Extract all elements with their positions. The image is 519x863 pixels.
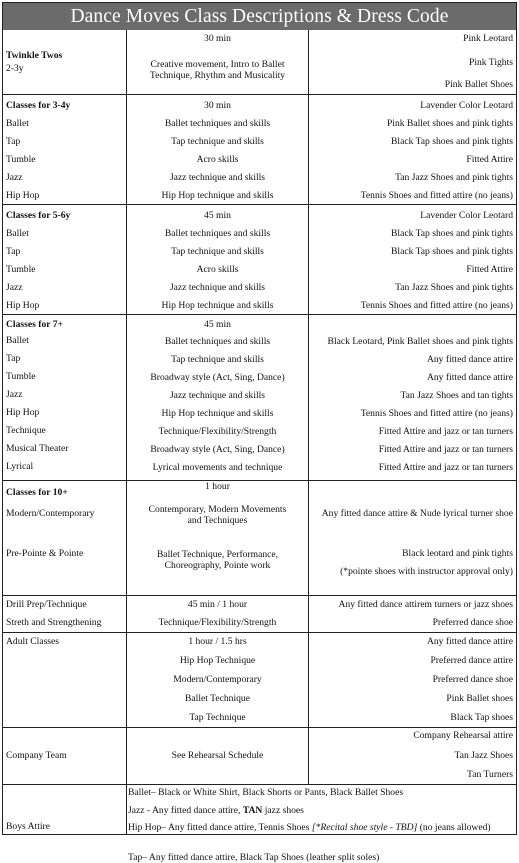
class-description: Hip Hop technique and skills <box>161 190 274 201</box>
class-name: Pre-Pointe & Pointe <box>6 548 84 559</box>
section-heading: Classes for 5-6y <box>6 210 71 221</box>
class-description: Acro skills <box>196 264 239 275</box>
class-description: Jazz technique and skills <box>169 390 266 401</box>
column-divider <box>308 205 309 314</box>
class-name: Hip Hop <box>6 407 40 418</box>
section-heading: Company Team <box>6 750 67 761</box>
class-description: Lyrical movements and technique <box>152 462 283 473</box>
boys-jazz-text: Jazz - Any fitted dance attire, <box>128 805 243 816</box>
attire-text: Black Tap shoes <box>450 712 513 723</box>
class-name: Tap <box>6 353 21 364</box>
column-divider <box>308 315 309 480</box>
class-description: Tap technique and skills <box>171 136 264 147</box>
attire-text: Pink Ballet shoes <box>446 693 513 704</box>
section-heading: Twinkle Twos <box>6 50 63 61</box>
attire-text: Company Rehearsal attire <box>413 730 513 741</box>
class-name: Hip Hop <box>6 190 40 201</box>
column-divider <box>126 95 127 204</box>
column-divider <box>308 95 309 204</box>
attire-note: (*pointe shoes with instructor approval only) <box>340 566 513 577</box>
attire-text: Pink Leotard <box>463 33 513 44</box>
attire-text: Tan Jazz Shoes and pink tights <box>395 172 513 183</box>
column-divider <box>308 728 309 784</box>
attire-text: Any fitted dance attirem turners or jazz shoes <box>338 599 513 610</box>
section-heading: Classes for 3-4y <box>6 100 71 111</box>
class-description: Broadway style (Act, Sing, Dance) <box>150 444 285 455</box>
class-description: Creative movement, Intro to Ballet Technique, Rhythm and Musicality <box>149 59 286 81</box>
age-range: 2-3y <box>6 63 24 74</box>
section-classes-5-6 <box>3 204 516 314</box>
class-description: Hip Hop technique and skills <box>161 408 274 419</box>
boys-hiphop-text-end: (no jeans allowed) <box>417 822 491 833</box>
attire-text: Any fitted dance attire <box>426 372 513 383</box>
class-description: Tap technique and skills <box>171 354 264 365</box>
class-description: Tap technique and skills <box>171 246 264 257</box>
boys-hiphop-attire <box>128 822 513 833</box>
attire-text: Pink Tights <box>468 57 513 68</box>
section-classes-10-plus <box>3 480 516 595</box>
class-name: Hip Hop <box>6 300 40 311</box>
class-description: See Rehearsal Schedule <box>171 750 264 761</box>
attire-text: Lavender Color Leotard <box>420 100 513 111</box>
attire-text: Fitted Attire <box>466 154 513 165</box>
class-name: Ballet <box>6 118 29 129</box>
column-divider <box>308 30 309 94</box>
section-adult-classes <box>3 632 516 727</box>
attire-text: Any fitted dance attire <box>426 354 513 365</box>
attire-text: Preferred dance shoe <box>432 674 513 685</box>
page-title: Dance Moves Class Descriptions & Dress Code <box>3 3 516 30</box>
attire-text: Black Tap shoes and pink tights <box>391 136 513 147</box>
class-name: Tap <box>6 136 21 147</box>
class-descriptions-page <box>2 2 517 863</box>
attire-text: Tan Jazz Shoes and pink tights <box>395 282 513 293</box>
class-name: Tumble <box>6 371 36 382</box>
section-drill-stretch <box>3 595 516 632</box>
class-description: Technique/Flexibility/Strength <box>158 617 277 628</box>
boys-jazz-text-end: jazz shoes <box>262 805 304 816</box>
class-description: Jazz technique and skills <box>169 282 266 293</box>
attire-text: Pink Ballet Shoes <box>444 79 513 90</box>
class-duration: 30 min <box>204 100 231 111</box>
class-name: Musical Theater <box>6 443 69 454</box>
class-name: Drill Prep/Technique <box>6 599 87 610</box>
boys-jazz-emphasis: TAN <box>242 805 263 816</box>
attire-text: Tan Turners <box>467 769 513 780</box>
attire-text: Tan Jazz Shoes <box>454 750 513 761</box>
class-name: Tumble <box>6 154 36 165</box>
class-description: 45 min / 1 hour <box>187 599 248 610</box>
class-duration: 30 min <box>204 33 231 44</box>
class-description: Ballet techniques and skills <box>164 228 271 239</box>
section-company-team <box>3 727 516 784</box>
class-name: Tumble <box>6 264 36 275</box>
column-divider <box>126 785 127 834</box>
class-name: Ballet <box>6 335 29 346</box>
section-classes-7-plus <box>3 314 516 480</box>
class-description: Contemporary, Modern Movements and Techniques <box>148 504 287 526</box>
attire-text: Fitted Attire and jazz or tan turners <box>378 462 513 473</box>
class-name: Ballet <box>6 228 29 239</box>
class-description: Technique/Flexibility/Strength <box>158 426 277 437</box>
class-name: Technique <box>6 425 46 436</box>
section-twinkle-twos <box>3 30 516 94</box>
boys-hiphop-recital-note: [*Recital shoe style - TBD] <box>311 822 418 833</box>
class-description: Ballet Technique <box>185 693 250 704</box>
boys-ballet-attire: Ballet– Black or White Shirt, Black Shorts or Pants, Black Ballet Shoes <box>128 787 404 798</box>
column-divider <box>308 481 309 595</box>
class-description: Broadway style (Act, Sing, Dance) <box>150 372 285 383</box>
attire-text: Preferred dance attire <box>430 655 513 666</box>
attire-text: Fitted Attire <box>466 264 513 275</box>
class-description: Modern/Contemporary <box>173 674 262 685</box>
section-classes-3-4 <box>3 94 516 204</box>
section-heading: Adult Classes <box>6 636 60 647</box>
boys-jazz-attire <box>128 805 513 816</box>
attire-text: Black Leotard, Pink Ballet shoes and pink tights <box>327 336 513 347</box>
attire-text: Lavender Color Leotard <box>420 210 513 221</box>
attire-text: Tennis Shoes and fitted attire (no jeans) <box>360 408 513 419</box>
attire-text: Fitted Attire and jazz or tan turners <box>378 426 513 437</box>
class-description: Hip Hop Technique <box>179 655 256 666</box>
attire-text: Black Tap shoes and pink tights <box>391 246 513 257</box>
attire-text: Preferred dance shoe <box>432 617 513 628</box>
class-description: Jazz technique and skills <box>169 172 266 183</box>
section-heading: Classes for 10+ <box>6 487 68 498</box>
class-description: 1 hour / 1.5 hrs <box>188 636 247 647</box>
section-heading: Boys Attire <box>6 821 50 832</box>
attire-text: Fitted Attire and jazz or tan turners <box>378 444 513 455</box>
class-name: Tap <box>6 246 21 257</box>
class-description: Acro skills <box>196 154 239 165</box>
column-divider <box>308 596 309 632</box>
boys-hiphop-text: Hip Hop– Any fitted dance attire, Tennis Shoes <box>128 822 312 833</box>
class-table <box>3 30 516 863</box>
class-name: Modern/Contemporary <box>6 508 95 519</box>
column-divider <box>126 481 127 595</box>
class-duration: 1 hour <box>205 481 230 492</box>
class-name: Jazz <box>6 389 23 400</box>
attire-text: Any fitted dance attire & Nude lyrical turner shoe <box>321 508 513 519</box>
section-heading: Classes for 7+ <box>6 319 63 330</box>
section-boys-attire <box>3 784 516 863</box>
attire-text: Tan Jazz Shoes and tan tights <box>400 390 513 401</box>
class-description: Ballet techniques and skills <box>164 336 271 347</box>
class-name: Jazz <box>6 282 23 293</box>
attire-text: Tennis Shoes and fitted attire (no jeans) <box>360 300 513 311</box>
column-divider <box>308 633 309 727</box>
class-description: Ballet techniques and skills <box>164 118 271 129</box>
class-name: Jazz <box>6 172 23 183</box>
column-divider <box>126 205 127 314</box>
attire-text: Black leotard and pink tights <box>402 548 513 559</box>
class-name: Streth and Strengthening <box>6 617 102 628</box>
attire-text: Tennis Shoes and fitted attire (no jeans) <box>360 190 513 201</box>
class-name: Lyrical <box>6 461 34 472</box>
class-description: Tap Technique <box>189 712 246 723</box>
class-description: Hip Hop technique and skills <box>161 300 274 311</box>
boys-tap-attire: Tap– Any fitted dance attire, Black Tap Shoes (leather split soles) <box>128 852 380 863</box>
attire-text: Black Tap shoes and pink tights <box>391 228 513 239</box>
class-description: Ballet Technique, Performance, Choreography, Pointe work <box>156 549 279 571</box>
attire-text: Any fitted dance attire <box>426 636 513 647</box>
class-duration: 45 min <box>204 319 231 330</box>
attire-text: Pink Ballet shoes and pink tights <box>386 118 513 129</box>
class-duration: 45 min <box>204 210 231 221</box>
